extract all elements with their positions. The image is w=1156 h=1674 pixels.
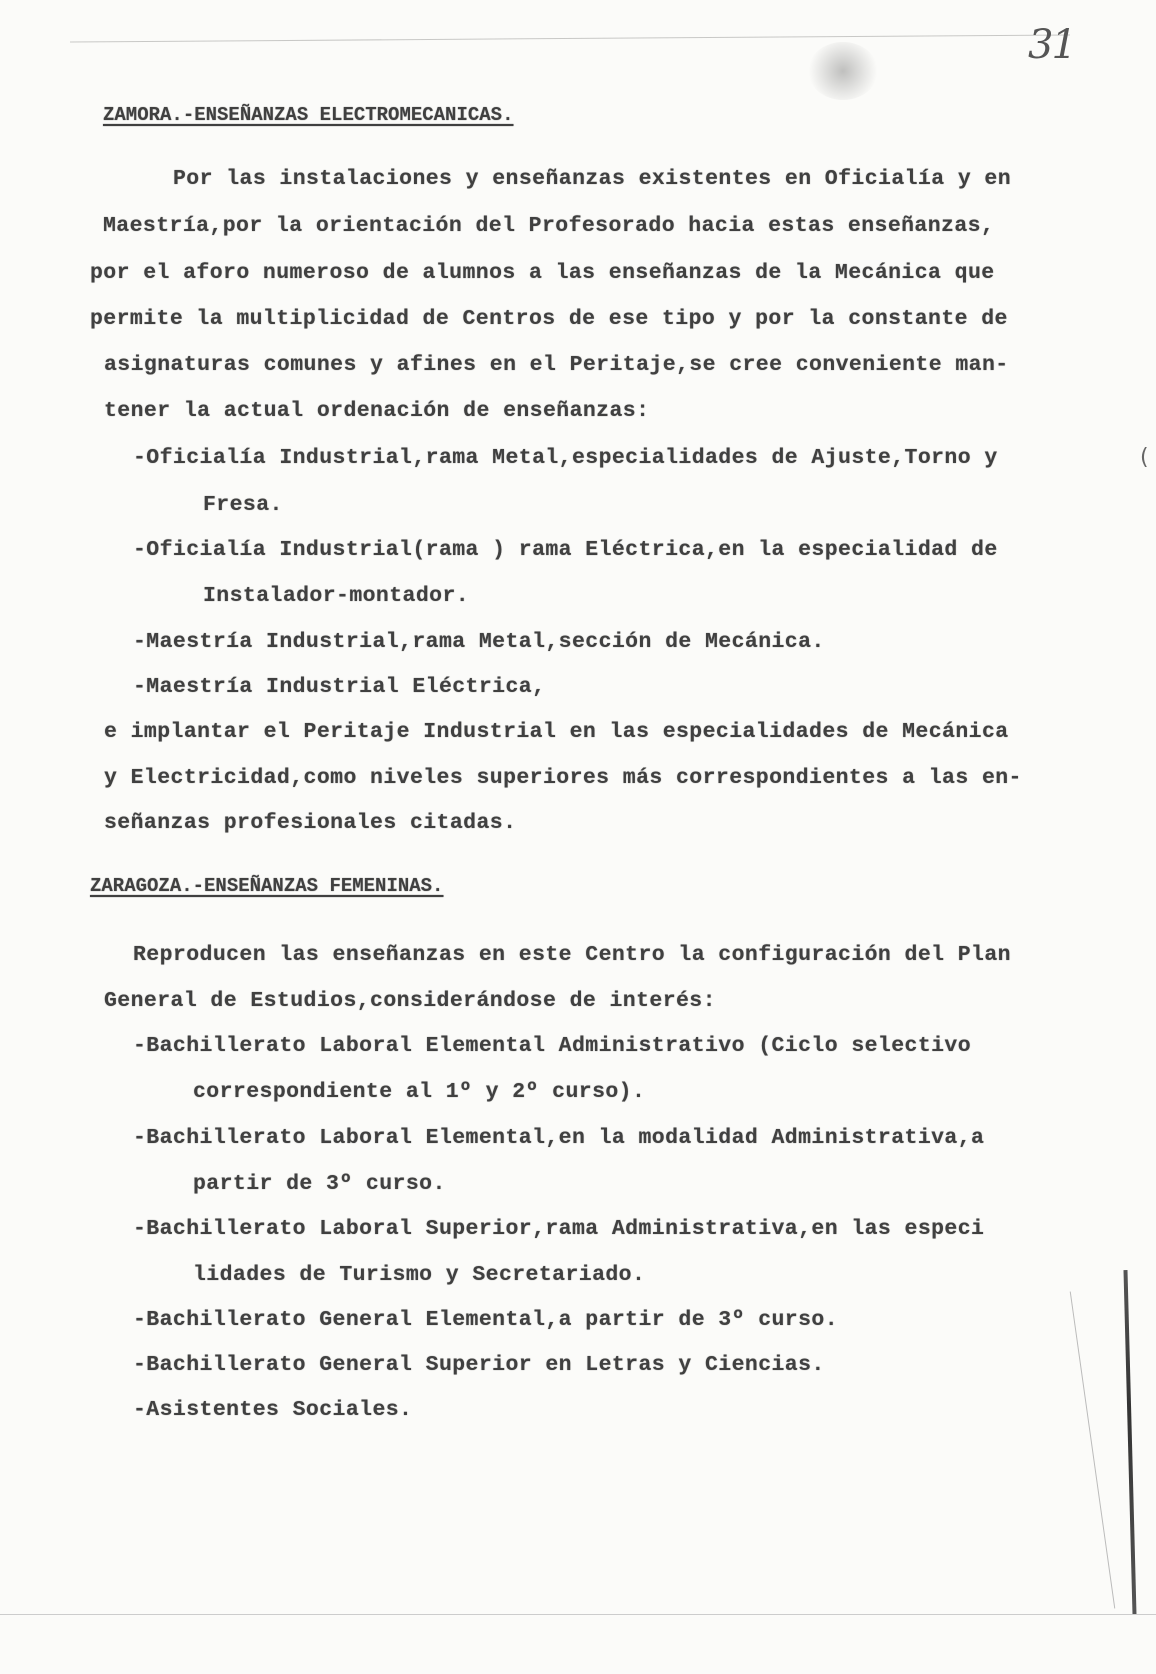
paragraph-line: Reproducen las enseñanzas en este Centro la configuración del Plan <box>133 943 1011 967</box>
ink-smudge <box>808 42 878 100</box>
paragraph-line: por el aforo numeroso de alumnos a las enseñanzas de la Mecánica que <box>90 261 995 285</box>
list-item: -Oficialía Industrial,rama Metal,especialidades de Ajuste,Torno y <box>133 446 998 470</box>
list-item-continuation: Instalador-montador. <box>203 584 470 608</box>
list-item: -Oficialía Industrial(rama ) rama Eléctrica,en la especialidad de <box>133 538 998 562</box>
list-item-continuation: correspondiente al 1º y 2º curso). <box>193 1080 646 1104</box>
paragraph-line: señanzas profesionales citadas. <box>104 811 517 835</box>
list-item: -Maestría Industrial,rama Metal,sección de Mecánica. <box>133 630 825 654</box>
page-edge-bottom <box>0 1614 1156 1615</box>
list-item: -Asistentes Sociales. <box>133 1398 413 1422</box>
list-item-continuation: lidades de Turismo y Secretariado. <box>193 1263 646 1287</box>
paper-fold <box>1070 1291 1116 1608</box>
page-edge <box>70 35 1070 43</box>
margin-mark: ( <box>1140 445 1149 470</box>
paragraph-line: General de Estudios,considerándose de interés: <box>104 989 716 1013</box>
list-item: -Maestría Industrial Eléctrica, <box>133 675 546 699</box>
margin-rule <box>1123 1270 1136 1615</box>
paragraph-line: asignaturas comunes y afines en el Peritaje,se cree conveniente man- <box>104 353 1009 377</box>
list-item: -Bachillerato Laboral Elemental Administrativo (Ciclo selectivo <box>133 1034 972 1058</box>
paragraph-line: e implantar el Peritaje Industrial en las especialidades de Mecánica <box>104 720 1009 744</box>
paragraph-line: tener la actual ordenación de enseñanzas: <box>104 399 650 423</box>
list-item-continuation: Fresa. <box>203 493 283 517</box>
list-item: -Bachillerato Laboral Superior,rama Administrativa,en las especi <box>133 1217 985 1241</box>
list-item: -Bachillerato Laboral Elemental,en la modalidad Administrativa,a <box>133 1126 985 1150</box>
paragraph-line: Maestría,por la orientación del Profesorado hacia estas enseñanzas, <box>103 214 995 238</box>
paragraph-line: y Electricidad,como niveles superiores más correspondientes a las en- <box>104 766 1022 790</box>
section-heading-zamora: ZAMORA.-ENSEÑANZAS ELECTROMECANICAS. <box>103 104 514 126</box>
page-number: 31 <box>1028 22 1075 68</box>
section-heading-zaragoza: ZARAGOZA.-ENSEÑANZAS FEMENINAS. <box>90 875 444 897</box>
list-item: -Bachillerato General Elemental,a partir de 3º curso. <box>133 1308 839 1332</box>
paragraph-line: permite la multiplicidad de Centros de ese tipo y por la constante de <box>90 307 1008 331</box>
list-item: -Bachillerato General Superior en Letras y Ciencias. <box>133 1353 825 1377</box>
paragraph-line: Por las instalaciones y enseñanzas existentes en Oficialía y en <box>173 167 1012 191</box>
list-item-continuation: partir de 3º curso. <box>193 1172 446 1196</box>
